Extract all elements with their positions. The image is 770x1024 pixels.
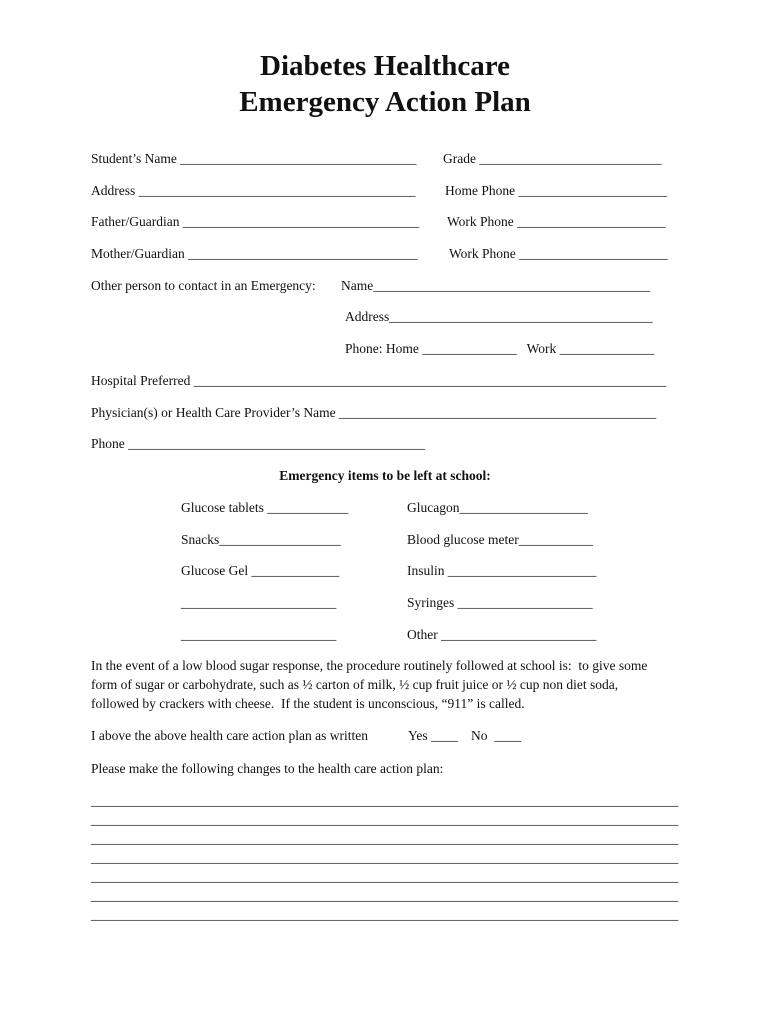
mother-guardian-field[interactable]: Mother/Guardian __________________________________ [91,246,418,261]
item-blood-glucose-meter[interactable]: Blood glucose meter___________ [407,532,593,547]
item-blank-2[interactable]: _______________________ [181,627,337,642]
other-contact-label: Other person to contact in an Emergency: [91,278,316,293]
title-line-2: Emergency Action Plan [239,86,531,118]
hospital-preferred-field[interactable]: Hospital Preferred ______________________________________________________________________ [91,373,667,388]
procedure-line: followed by crackers with cheese. If the student is unconscious, “911” is called. [91,696,525,711]
student-name-field[interactable]: Student’s Name ___________________________________ [91,151,417,166]
item-blank-1[interactable]: _______________________ [181,595,337,610]
procedure-line: In the event of a low blood sugar response, the procedure routinely followed at school is: to give some [91,658,648,673]
physician-field[interactable]: Physician(s) or Health Care Provider’s Name _______________________________________________ [91,405,657,420]
changes-line[interactable]: _______________________________________________________________________________________ [91,907,679,922]
changes-line[interactable]: _______________________________________________________________________________________ [91,793,679,808]
approval-yes-field[interactable]: Yes ____ [408,728,459,743]
home-phone-field[interactable]: Home Phone ______________________ [445,183,667,198]
emergency-items-heading: Emergency items to be left at school: [279,468,491,483]
changes-line[interactable]: _______________________________________________________________________________________ [91,812,679,827]
procedure-line: form of sugar or carbohydrate, such as ½ carton of milk, ½ cup fruit juice or ½ cup non diet soda, [91,677,619,692]
item-other[interactable]: Other _______________________ [407,627,597,642]
work-phone-field-1[interactable]: Work Phone ______________________ [447,214,666,229]
changes-line[interactable]: _______________________________________________________________________________________ [91,850,679,865]
item-snacks[interactable]: Snacks__________________ [181,532,341,547]
changes-line[interactable]: _______________________________________________________________________________________ [91,888,679,903]
item-glucose-tablets[interactable]: Glucose tablets ____________ [181,500,349,515]
procedure-paragraph [91,656,691,713]
other-contact-address-field[interactable]: Address_______________________________________ [345,309,653,324]
phone-field[interactable]: Phone ____________________________________________ [91,436,426,451]
address-field[interactable]: Address _________________________________________ [91,183,416,198]
changes-label: Please make the following changes to the health care action plan: [91,761,444,776]
changes-line[interactable]: _______________________________________________________________________________________ [91,831,679,846]
other-contact-phone-field[interactable]: Phone: Home ______________ Work ______________ [345,341,655,356]
changes-line[interactable]: _______________________________________________________________________________________ [91,869,679,884]
father-guardian-field[interactable]: Father/Guardian ___________________________________ [91,214,420,229]
approval-no-field[interactable]: No ____ [471,728,522,743]
item-glucagon[interactable]: Glucagon___________________ [407,500,588,515]
other-contact-name-field[interactable]: Name_________________________________________ [341,278,650,293]
title-line-1: Diabetes Healthcare [260,50,510,82]
approval-statement: I above the above health care action plan as written [91,728,369,743]
grade-field[interactable]: Grade ___________________________ [443,151,662,166]
item-glucose-gel[interactable]: Glucose Gel _____________ [181,563,340,578]
item-insulin[interactable]: Insulin ______________________ [407,563,597,578]
work-phone-field-2[interactable]: Work Phone ______________________ [449,246,668,261]
item-syringes[interactable]: Syringes ____________________ [407,595,593,610]
